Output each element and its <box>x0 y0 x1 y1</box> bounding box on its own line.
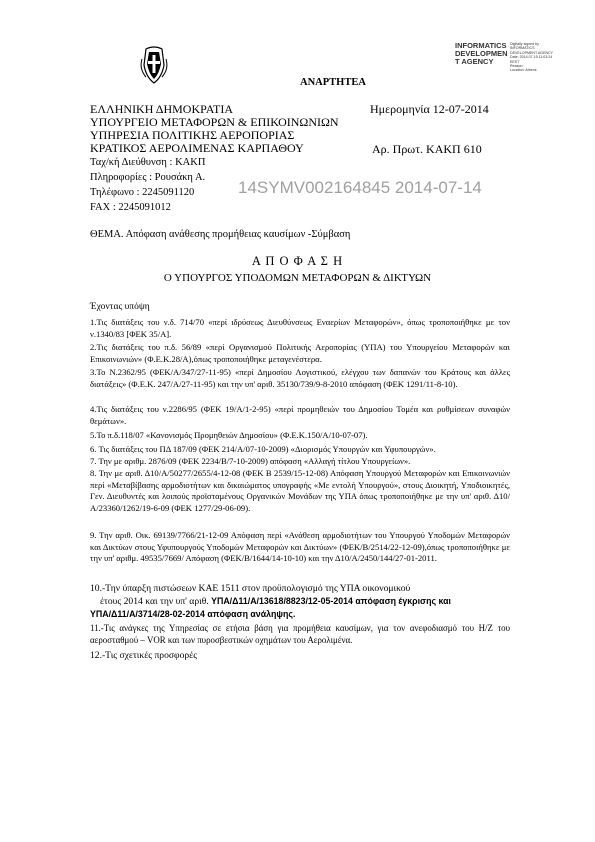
item10-approval-ref: ΥΠΑ/Δ11/Α/13618/8823/12-05-2014 απόφαση έγκρισης και <box>211 596 451 606</box>
protocol-number: Αρ. Πρωτ. ΚΑΚΠ 610 <box>372 142 482 156</box>
signature-seal-text <box>455 42 508 67</box>
signature-detail-line: Digitally signed by <box>510 42 539 46</box>
consideration-item: 8. Την με αριθ. Δ10/Α/50277/2655/4-12-08 (ΦΕΚ Β 2539/15-12-08) Απόφαση Υπουργού Μεταφορών και Επικοινωνιών περί «Μεταβίβασης αρμοδιοτήτων και δικαιώματος υπογραφής «Με εντολή Υπουργού», στους Διοικητή, Υποδιοικητές, Γεν. Διευθυντές και λοιπούς προϊσταμένους Οργανικών Μονάδων της ΥΠΑ όπως τροποποιήθηκε με την υπ' αριθ. Δ10/Α/23360/1262/19-6-09 (ΦΕΚ 1277/29-06-09). <box>90 468 510 513</box>
seal-line: INFORMATICS <box>455 41 507 50</box>
posting-heading: ΑΝΑΡΤΗΤΕΑ <box>300 77 366 88</box>
greek-state-emblem-icon <box>138 45 170 85</box>
signature-detail-line: INFORMATICS <box>510 46 535 51</box>
signature-detail-line: Location: Athens <box>510 68 537 73</box>
contact-line: Τηλέφωνο : 2245091120 <box>90 187 195 198</box>
consideration-item: 4.Τις διατάξεις του ν.2286/95 (ΦΕΚ 19/Α/1-2-95) «περί προμηθειών του Δημοσίου Τομέα και ρυθμίσεων συναφών θεμάτων». <box>90 404 510 426</box>
item10-commitment-ref: ΥΠΑ/Δ11/Α/3714/28-02-2014 απόφαση ανάληψης. <box>90 609 296 619</box>
org-line: ΥΠΗΡΕΣΙΑ ΠΟΛΙΤΙΚΗΣ ΑΕΡΟΠΟΡΙΑΣ <box>90 128 295 142</box>
contact-line: Πληροφορίες : Ρουσάκη Α. <box>90 172 206 183</box>
ada-watermark: 14SYMV002164845 2014-07-14 <box>238 178 482 197</box>
seal-line: DEVELOPMEN <box>455 49 508 59</box>
consideration-item: 12.-Τις σχετικές προσφορές <box>90 650 197 661</box>
org-line: ΕΛΛΗΝΙΚΗ ΔΗΜΟΚΡΑΤΙΑ <box>90 102 234 116</box>
item10-text: έτους 2014 και την υπ' αριθ. <box>100 596 209 607</box>
item10-line: 10.-Την ύπαρξη πιστώσεων ΚΑΕ 1511 στον προϋπολογισμό της ΥΠΑ οικονομικού <box>90 583 411 594</box>
consideration-item: 6. Τις διατάξεις του ΠΔ 187/09 (ΦΕΚ 214/Α/07-10-2009) «Διορισμός Υπουργών και Υφυπουργών». <box>90 444 436 454</box>
consideration-item: 1.Τις διατάξεις του ν.δ. 714/70 «περί ιδρύσεως Διευθύνσεως Εναερίων Μεταφορών», όπως τροποποιήθηκε με τον ν.1340/83 [ΦΕΚ 35/Α]. <box>90 317 510 339</box>
contact-line: Ταχ/κή Διεύθυνση : ΚΑΚΠ <box>90 157 206 168</box>
consideration-item: 2.Τις διατάξεις του π.δ. 56/89 «περί Οργανισμού Πολιτικής Αεροπορίας (ΥΠΑ) του Υπουργείου Μεταφορών και Επικοινωνιών» (Φ.Ε.Κ.28/Α),όπως τροποποιήθηκε μεταγενέστερα. <box>90 342 510 364</box>
signature-detail-line: Reason: <box>510 64 524 69</box>
consideration-item: 7. Την με αριθμ. 2876/09 (ΦΕΚ 2234/Β/7-10-2009) απόφαση «Αλλαγή τίτλου Υπουργείων». <box>90 456 411 466</box>
org-line: ΥΠΟΥΡΓΕΙΟ ΜΕΤΑΦΟΡΩΝ & ΕΠΙΚΟΙΝΩΝΙΩΝ <box>90 115 339 129</box>
subject-line: ΘΕΜΑ. Απόφαση ανάθεσης προμήθειας καυσίμων -Σύμβαση <box>90 229 351 240</box>
seal-line: T AGENCY <box>455 57 494 67</box>
signature-detail-line: DEVELOPMENT AGENCY <box>510 50 554 55</box>
signature-detail-line: EEST <box>510 59 520 64</box>
consideration-item: 5.Το π.δ.118/07 «Κανονισμός Προμηθειών Δημοσίου» (Φ.Ε.Κ.150/Α/10-07-07). <box>90 430 368 440</box>
intro-text: Έχοντας υπόψη <box>90 302 150 312</box>
contact-line: FAX : 2245091012 <box>90 202 171 213</box>
decision-title: Α Π Ο Φ Α Σ Η <box>251 254 344 268</box>
signature-details <box>510 42 570 73</box>
item10-line <box>100 596 451 607</box>
consideration-item: 9. Την αριθ. Οικ. 69139/7766/21-12-09 Απόφαση περί «Ανάθεση αρμοδιοτήτων του Υπουργού Υποδομών Μεταφορών και Δικτύων στους Υφυπουργούς Υποδομών Μεταφορών και Δικτύων» (ΦΕΚ/Β/2514/22-12-09),όπως τροποποιήθηκε με την υπ' αριθμ. 49535/7669/ Απόφαση (ΦΕΚ/Β/1644/14-10-10) και την Δ10/Α/2450/144/27-01-2011. <box>90 530 510 564</box>
consideration-item: 3.Το Ν.2362/95 (ΦΕΚ/Α/347/27-11-95) «περί Δημοσίου Λογιστικού, ελέγχου των δαπανών του Κράτους και άλλες διατάξεις» (Φ.Ε.Κ. 247/Α/27-11-95) και την υπ' αριθ. 35130/739/9-8-2010 απόφαση (ΦΕΚ 1291/11-8-10). <box>90 367 510 389</box>
org-line: ΚΡΑΤΙΚΟΣ ΑΕΡΟΛΙΜΕΝΑΣ ΚΑΡΠΑΘΟΥ <box>90 141 304 155</box>
document-date: Ημερομηνία 12-07-2014 <box>370 102 489 116</box>
decision-subtitle: Ο ΥΠΟΥΡΓΟΣ ΥΠΟΔΟΜΩΝ ΜΕΤΑΦΟΡΩΝ & ΔΙΚΤΥΩΝ <box>163 272 432 284</box>
consideration-item: 11.-Τις ανάγκες της Υπηρεσίας σε ετήσια βάση για προμήθεια καυσίμων, για τον ανεφοδιασμό του Η/Ζ του αεροσταθμού – VOR και των πυροσβεστικών οχημάτων του Αερολιμένα. <box>90 623 510 645</box>
signature-detail-line: Date: 2014.07.15 11:03:24 <box>510 55 553 60</box>
